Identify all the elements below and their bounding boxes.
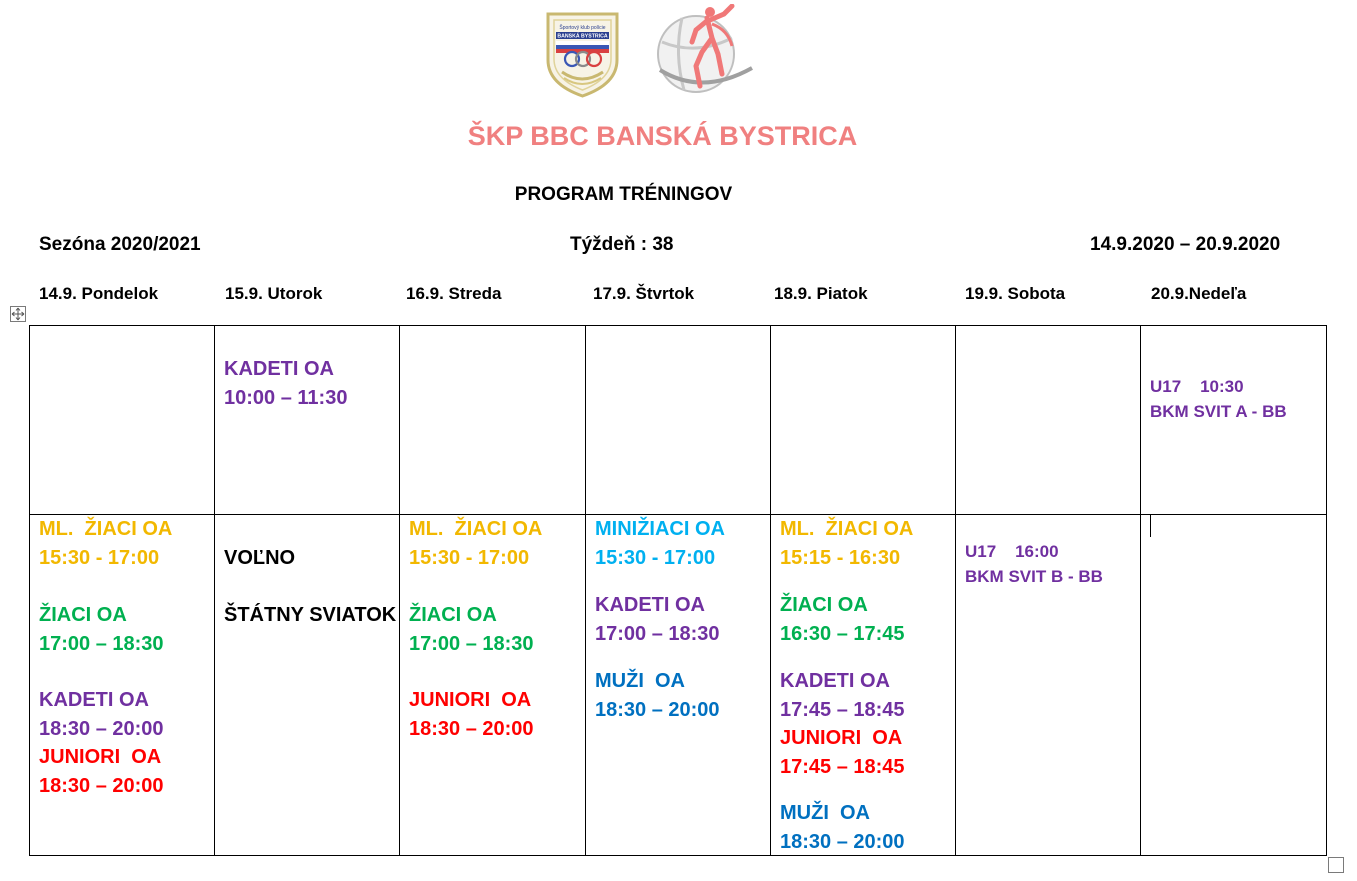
time-slot: 17:00 – 18:30 <box>39 632 164 655</box>
team-kadeti: KADETI OA <box>780 670 890 692</box>
match-u17: U17 10:30 <box>1150 377 1244 396</box>
time-slot: 17:00 – 18:30 <box>409 632 534 655</box>
time-slot: 15:15 - 16:30 <box>780 546 901 569</box>
team-ziaci: ŽIACI OA <box>409 604 497 626</box>
svg-text:BANSKÁ BYSTRICA: BANSKÁ BYSTRICA <box>557 33 608 40</box>
team-muzi: MUŽI OA <box>595 670 685 692</box>
team-ml-ziaci: ML. ŽIACI OA <box>780 518 914 540</box>
basketball-player-logo <box>652 4 756 100</box>
team-juniori: JUNIORI OA <box>409 689 532 711</box>
team-ziaci: ŽIACI OA <box>39 604 127 626</box>
team-kadeti: KADETI OA <box>595 594 705 616</box>
match-opponent: BKM SVIT B - BB <box>965 566 1103 586</box>
date-range: 14.9.2020 – 20.9.2020 <box>1090 234 1281 255</box>
time-slot: 15:30 - 17:00 <box>595 546 716 569</box>
holiday-label: ŠTÁTNY SVIATOK <box>224 604 397 626</box>
time-slot: 18:30 – 20:00 <box>409 717 534 740</box>
day-header-sat: 19.9. Sobota <box>965 284 1066 303</box>
time-slot: 17:45 – 18:45 <box>780 698 905 721</box>
team-ml-ziaci: ML. ŽIACI OA <box>409 518 543 540</box>
day-header-sun: 20.9.Nedeľa <box>1151 284 1247 303</box>
time-slot: 16:30 – 17:45 <box>780 622 905 645</box>
time-slot: 15:30 - 17:00 <box>409 546 530 569</box>
table-move-handle-icon[interactable] <box>10 306 26 322</box>
day-header-wed: 16.9. Streda <box>406 284 502 303</box>
time-slot: 17:00 – 18:30 <box>595 622 720 645</box>
time-slot: 18:30 – 20:00 <box>780 830 905 853</box>
day-header-tue: 15.9. Utorok <box>225 284 323 303</box>
team-kadeti: KADETI OA <box>224 358 334 380</box>
team-ml-ziaci: ML. ŽIACI OA <box>39 518 173 540</box>
match-opponent: BKM SVIT A - BB <box>1150 401 1287 421</box>
team-kadeti: KADETI OA <box>39 689 149 711</box>
week-label: Týždeň : 38 <box>570 234 674 255</box>
team-juniori: JUNIORI OA <box>39 746 162 768</box>
time-slot: 15:30 - 17:00 <box>39 546 160 569</box>
match-u17: U17 16:00 <box>965 542 1059 561</box>
svg-text:Športový klub polície: Športový klub polície <box>559 25 606 31</box>
club-title: ŠKP BBC BANSKÁ BYSTRICA <box>467 121 858 151</box>
program-title: PROGRAM TRÉNINGOV <box>514 184 733 205</box>
team-muzi: MUŽI OA <box>780 802 870 824</box>
team-miniziaci: MINIŽIACI OA <box>595 518 725 540</box>
day-header-mon: 14.9. Pondelok <box>39 284 159 303</box>
day-header-thu: 17.9. Štvrtok <box>593 284 695 303</box>
time-slot: 18:30 – 20:00 <box>39 717 164 740</box>
time-slot: 18:30 – 20:00 <box>595 698 720 721</box>
team-ziaci: ŽIACI OA <box>780 594 868 616</box>
season-label: Sezóna 2020/2021 <box>39 234 201 255</box>
time-slot: 10:00 – 11:30 <box>224 386 348 409</box>
day-header-fri: 18.9. Piatok <box>774 284 868 303</box>
text-cursor <box>1150 515 1151 537</box>
table-resize-handle-icon[interactable] <box>1328 857 1344 873</box>
time-slot: 17:45 – 18:45 <box>780 755 905 778</box>
shield-logo <box>544 10 621 98</box>
time-slot: 18:30 – 20:00 <box>39 774 164 797</box>
team-juniori: JUNIORI OA <box>780 727 903 749</box>
day-off-label: VOĽNO <box>224 547 296 569</box>
